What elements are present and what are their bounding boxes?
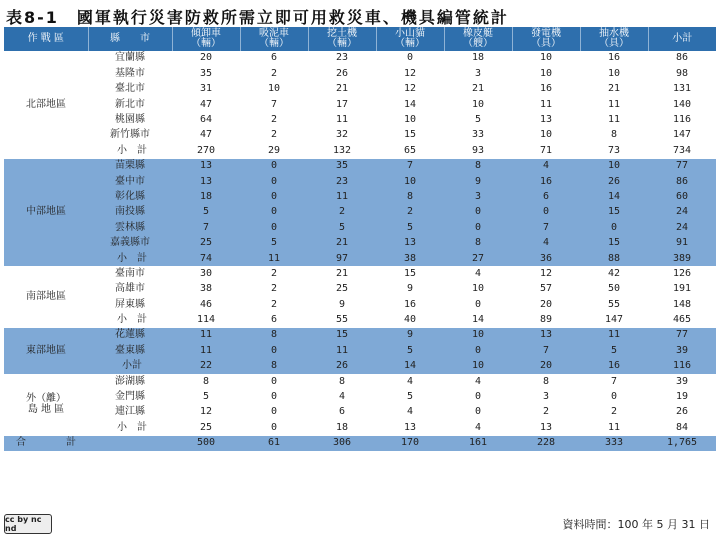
table-cell: 20	[172, 51, 240, 66]
table-cell: 10	[580, 66, 648, 81]
region-name: 北部地區	[4, 51, 88, 159]
table-cell: 0	[240, 343, 308, 358]
table-cell: 10	[376, 174, 444, 189]
table-cell: 10	[512, 128, 580, 143]
table-row	[4, 236, 716, 251]
subtotal-label: 小 計	[88, 143, 172, 158]
table-cell: 98	[648, 66, 716, 81]
table-cell: 38	[172, 282, 240, 297]
county-name: 宜蘭縣	[88, 51, 172, 66]
region-name: 東部地區	[4, 328, 88, 374]
table-cell: 15	[376, 266, 444, 281]
region-name: 外（離） 島 地 區	[4, 374, 88, 436]
county-name: 新北市	[88, 97, 172, 112]
table-cell: 31	[172, 82, 240, 97]
table-cell: 24	[648, 220, 716, 235]
table-cell: 0	[580, 390, 648, 405]
subtotal-cell: 93	[444, 143, 512, 158]
subtotal-cell: 6	[240, 313, 308, 328]
table-cell: 14	[376, 97, 444, 112]
table-cell: 17	[308, 97, 376, 112]
table-cell: 131	[648, 82, 716, 97]
subtotal-cell: 18	[308, 420, 376, 435]
table-cell: 16	[580, 51, 648, 66]
table-cell: 10	[444, 282, 512, 297]
subtotal-cell: 10	[444, 359, 512, 374]
table-cell: 4	[444, 374, 512, 389]
table-cell: 7	[512, 220, 580, 235]
table-cell: 0	[240, 374, 308, 389]
grand-total-cell: 161	[444, 436, 512, 451]
grand-total-cell: 333	[580, 436, 648, 451]
table-row	[4, 174, 716, 189]
table-cell: 11	[308, 113, 376, 128]
table-cell: 20	[512, 297, 580, 312]
table-cell: 16	[376, 297, 444, 312]
table-row	[4, 343, 716, 358]
table-cell: 26	[648, 405, 716, 420]
table-cell: 23	[308, 51, 376, 66]
table-cell: 10	[240, 82, 308, 97]
table-cell: 9	[308, 297, 376, 312]
table-cell: 8	[172, 374, 240, 389]
subtotal-cell: 147	[580, 313, 648, 328]
table-cell: 5	[172, 390, 240, 405]
subtotal-cell: 27	[444, 251, 512, 266]
county-name: 臺東縣	[88, 343, 172, 358]
subtotal-cell: 71	[512, 143, 580, 158]
table-cell: 191	[648, 282, 716, 297]
table-cell: 55	[580, 297, 648, 312]
table-cell: 47	[172, 97, 240, 112]
table-cell: 147	[648, 128, 716, 143]
region-name: 中部地區	[4, 159, 88, 267]
column-header: 挖土機 （輛）	[308, 27, 376, 51]
subtotal-cell: 22	[172, 359, 240, 374]
table-cell: 7	[172, 220, 240, 235]
table-cell: 8	[444, 159, 512, 174]
table-cell: 11	[580, 97, 648, 112]
county-name: 桃園縣	[88, 113, 172, 128]
table-cell: 26	[308, 66, 376, 81]
subtotal-cell: 734	[648, 143, 716, 158]
table-cell: 77	[648, 159, 716, 174]
table-row	[4, 113, 716, 128]
subtotal-cell: 89	[512, 313, 580, 328]
table-cell: 0	[444, 343, 512, 358]
license-text: cc by nc nd	[5, 515, 42, 533]
subtotal-cell: 97	[308, 251, 376, 266]
table-row	[4, 159, 716, 174]
table-cell: 39	[648, 343, 716, 358]
table-cell: 64	[172, 113, 240, 128]
subtotal-cell: 84	[648, 420, 716, 435]
table-cell: 10	[376, 113, 444, 128]
table-cell: 32	[308, 128, 376, 143]
table-cell: 50	[580, 282, 648, 297]
grand-total-cell: 61	[240, 436, 308, 451]
table-cell: 4	[376, 405, 444, 420]
table-cell: 25	[172, 236, 240, 251]
column-header: 小計	[648, 27, 716, 51]
table-cell: 140	[648, 97, 716, 112]
table-cell: 10	[512, 51, 580, 66]
table-cell: 13	[512, 328, 580, 343]
subtotal-row	[4, 420, 716, 435]
subtotal-cell: 13	[512, 420, 580, 435]
table-row	[4, 266, 716, 281]
subtotal-cell: 114	[172, 313, 240, 328]
subtotal-cell: 4	[444, 420, 512, 435]
table-cell: 6	[512, 190, 580, 205]
county-name: 雲林縣	[88, 220, 172, 235]
table-row	[4, 328, 716, 343]
table-cell: 0	[240, 190, 308, 205]
table-cell: 91	[648, 236, 716, 251]
table-title: 表8-1 國軍執行災害防救所需立即可用救災車、機具編管統計	[6, 8, 509, 27]
table-cell: 39	[648, 374, 716, 389]
subtotal-cell: 88	[580, 251, 648, 266]
grand-total-row	[4, 436, 716, 451]
table-cell: 0	[444, 205, 512, 220]
table-cell: 4	[444, 266, 512, 281]
table-cell: 5	[580, 343, 648, 358]
subtotal-label: 小 計	[88, 251, 172, 266]
subtotal-cell: 132	[308, 143, 376, 158]
table-cell: 21	[308, 236, 376, 251]
data-date-note: 資料時間：100 年 5 月 31 日	[562, 518, 710, 531]
table-cell: 7	[580, 374, 648, 389]
table-cell: 12	[376, 66, 444, 81]
table-cell: 116	[648, 113, 716, 128]
region-name: 南部地區	[4, 266, 88, 328]
table-cell: 9	[444, 174, 512, 189]
table-cell: 12	[172, 405, 240, 420]
table-cell: 126	[648, 266, 716, 281]
table-cell: 2	[240, 113, 308, 128]
subtotal-cell: 74	[172, 251, 240, 266]
table-cell: 10	[444, 328, 512, 343]
subtotal-cell: 73	[580, 143, 648, 158]
table-cell: 0	[580, 220, 648, 235]
table-row	[4, 282, 716, 297]
table-cell: 11	[172, 343, 240, 358]
table-row	[4, 51, 716, 66]
grand-total-cell: 306	[308, 436, 376, 451]
grand-total-label: 合 計	[4, 436, 172, 451]
table-cell: 10	[444, 97, 512, 112]
subtotal-cell: 14	[444, 313, 512, 328]
column-header: 作 戰 區	[4, 27, 88, 51]
county-name: 南投縣	[88, 205, 172, 220]
table-cell: 2	[512, 405, 580, 420]
column-header: 橡皮艇 （艘）	[444, 27, 512, 51]
table-cell: 12	[376, 82, 444, 97]
equipment-stats-table	[4, 27, 716, 451]
table-cell: 0	[240, 205, 308, 220]
table-cell: 0	[444, 405, 512, 420]
subtotal-cell: 36	[512, 251, 580, 266]
header-row	[4, 27, 716, 51]
table-cell: 2	[240, 297, 308, 312]
table-cell: 60	[648, 190, 716, 205]
table-cell: 35	[308, 159, 376, 174]
table-cell: 15	[580, 205, 648, 220]
table-cell: 8	[444, 236, 512, 251]
subtotal-cell: 65	[376, 143, 444, 158]
subtotal-cell: 25	[172, 420, 240, 435]
county-name: 澎湖縣	[88, 374, 172, 389]
county-name: 彰化縣	[88, 190, 172, 205]
table-cell: 47	[172, 128, 240, 143]
table-cell: 21	[308, 82, 376, 97]
table-row	[4, 297, 716, 312]
table-cell: 4	[512, 236, 580, 251]
table-cell: 8	[376, 190, 444, 205]
table-cell: 25	[308, 282, 376, 297]
table-cell: 7	[512, 343, 580, 358]
table-cell: 21	[444, 82, 512, 97]
grand-total-cell: 1,765	[648, 436, 716, 451]
subtotal-cell: 55	[308, 313, 376, 328]
table-cell: 5	[240, 236, 308, 251]
table-cell: 86	[648, 51, 716, 66]
table-cell: 0	[240, 174, 308, 189]
subtotal-row	[4, 313, 716, 328]
table-row	[4, 66, 716, 81]
table-cell: 35	[172, 66, 240, 81]
table-cell: 42	[580, 266, 648, 281]
subtotal-label: 小計	[88, 359, 172, 374]
table-cell: 8	[580, 128, 648, 143]
column-header: 小山貓 （輛）	[376, 27, 444, 51]
table-cell: 18	[444, 51, 512, 66]
table-cell: 86	[648, 174, 716, 189]
cc-license-badge	[4, 514, 52, 534]
table-cell: 0	[444, 390, 512, 405]
subtotal-cell: 29	[240, 143, 308, 158]
table-row	[4, 205, 716, 220]
subtotal-cell: 16	[580, 359, 648, 374]
table-cell: 9	[376, 282, 444, 297]
table-cell: 16	[512, 174, 580, 189]
subtotal-cell: 40	[376, 313, 444, 328]
table-cell: 5	[308, 220, 376, 235]
column-header: 縣 市	[88, 27, 172, 51]
table-row	[4, 374, 716, 389]
table-row	[4, 128, 716, 143]
table-cell: 11	[172, 328, 240, 343]
subtotal-cell: 116	[648, 359, 716, 374]
table-cell: 14	[580, 190, 648, 205]
table-row	[4, 97, 716, 112]
table-cell: 16	[512, 82, 580, 97]
subtotal-cell: 8	[240, 359, 308, 374]
table-cell: 13	[172, 159, 240, 174]
table-cell: 9	[376, 328, 444, 343]
table-cell: 8	[308, 374, 376, 389]
grand-total-cell: 228	[512, 436, 580, 451]
county-name: 金門縣	[88, 390, 172, 405]
table-cell: 5	[172, 205, 240, 220]
table-cell: 0	[444, 220, 512, 235]
table-cell: 0	[512, 205, 580, 220]
table-cell: 21	[308, 266, 376, 281]
table-cell: 0	[240, 405, 308, 420]
table-cell: 15	[580, 236, 648, 251]
table-cell: 3	[444, 66, 512, 81]
table-cell: 2	[308, 205, 376, 220]
subtotal-cell: 11	[240, 251, 308, 266]
table-cell: 7	[240, 97, 308, 112]
table-cell: 18	[172, 190, 240, 205]
table-cell: 13	[172, 174, 240, 189]
table-cell: 4	[512, 159, 580, 174]
county-name: 新竹縣市	[88, 128, 172, 143]
table-cell: 10	[512, 66, 580, 81]
grand-total-cell: 500	[172, 436, 240, 451]
table-cell: 0	[444, 297, 512, 312]
subtotal-cell: 0	[240, 420, 308, 435]
subtotal-label: 小 計	[88, 313, 172, 328]
subtotal-cell: 26	[308, 359, 376, 374]
table-cell: 13	[376, 236, 444, 251]
table-cell: 7	[376, 159, 444, 174]
table-cell: 23	[308, 174, 376, 189]
county-name: 臺中市	[88, 174, 172, 189]
table-cell: 2	[580, 405, 648, 420]
table-cell: 6	[308, 405, 376, 420]
table-cell: 19	[648, 390, 716, 405]
subtotal-cell: 389	[648, 251, 716, 266]
table-cell: 3	[512, 390, 580, 405]
table-cell: 33	[444, 128, 512, 143]
table-cell: 10	[580, 159, 648, 174]
table-cell: 8	[240, 328, 308, 343]
table-cell: 15	[308, 328, 376, 343]
county-name: 嘉義縣市	[88, 236, 172, 251]
column-header: 抽水機 （具）	[580, 27, 648, 51]
table-cell: 21	[580, 82, 648, 97]
subtotal-cell: 465	[648, 313, 716, 328]
table-cell: 4	[376, 374, 444, 389]
table-cell: 2	[240, 282, 308, 297]
table-cell: 57	[512, 282, 580, 297]
county-name: 連江縣	[88, 405, 172, 420]
table-cell: 4	[308, 390, 376, 405]
county-name: 臺南市	[88, 266, 172, 281]
grand-total-cell: 170	[376, 436, 444, 451]
table-cell: 13	[512, 113, 580, 128]
table-cell: 5	[376, 220, 444, 235]
table-cell: 26	[580, 174, 648, 189]
subtotal-row	[4, 251, 716, 266]
county-name: 基隆市	[88, 66, 172, 81]
table-cell: 12	[512, 266, 580, 281]
table-row	[4, 390, 716, 405]
table-cell: 2	[240, 128, 308, 143]
table-cell: 24	[648, 205, 716, 220]
subtotal-row	[4, 143, 716, 158]
table-cell: 6	[240, 51, 308, 66]
county-name: 臺北市	[88, 82, 172, 97]
table-cell: 30	[172, 266, 240, 281]
table-row	[4, 405, 716, 420]
subtotal-cell: 14	[376, 359, 444, 374]
column-header: 發電機 （具）	[512, 27, 580, 51]
county-name: 苗栗縣	[88, 159, 172, 174]
table-cell: 0	[240, 220, 308, 235]
table-cell: 2	[240, 266, 308, 281]
subtotal-cell: 270	[172, 143, 240, 158]
table-cell: 0	[376, 51, 444, 66]
column-header: 吸泥車 （輛）	[240, 27, 308, 51]
table-row	[4, 82, 716, 97]
table-cell: 11	[580, 328, 648, 343]
table-cell: 15	[376, 128, 444, 143]
table-cell: 11	[308, 343, 376, 358]
county-name: 花蓮縣	[88, 328, 172, 343]
table-cell: 8	[512, 374, 580, 389]
table-row	[4, 220, 716, 235]
table-row	[4, 190, 716, 205]
table-cell: 2	[376, 205, 444, 220]
table-cell: 148	[648, 297, 716, 312]
table-cell: 77	[648, 328, 716, 343]
subtotal-cell: 11	[580, 420, 648, 435]
table-cell: 11	[580, 113, 648, 128]
column-header: 傾卸車 （輛）	[172, 27, 240, 51]
table-cell: 11	[512, 97, 580, 112]
county-name: 屏東縣	[88, 297, 172, 312]
table-cell: 3	[444, 190, 512, 205]
table-cell: 5	[444, 113, 512, 128]
county-name: 高雄市	[88, 282, 172, 297]
table-cell: 0	[240, 390, 308, 405]
table-cell: 2	[240, 66, 308, 81]
subtotal-cell: 20	[512, 359, 580, 374]
subtotal-cell: 13	[376, 420, 444, 435]
table-cell: 46	[172, 297, 240, 312]
subtotal-label: 小 計	[88, 420, 172, 435]
table-cell: 5	[376, 390, 444, 405]
table-cell: 0	[240, 159, 308, 174]
subtotal-row	[4, 359, 716, 374]
table-cell: 11	[308, 190, 376, 205]
table-cell: 5	[376, 343, 444, 358]
subtotal-cell: 38	[376, 251, 444, 266]
